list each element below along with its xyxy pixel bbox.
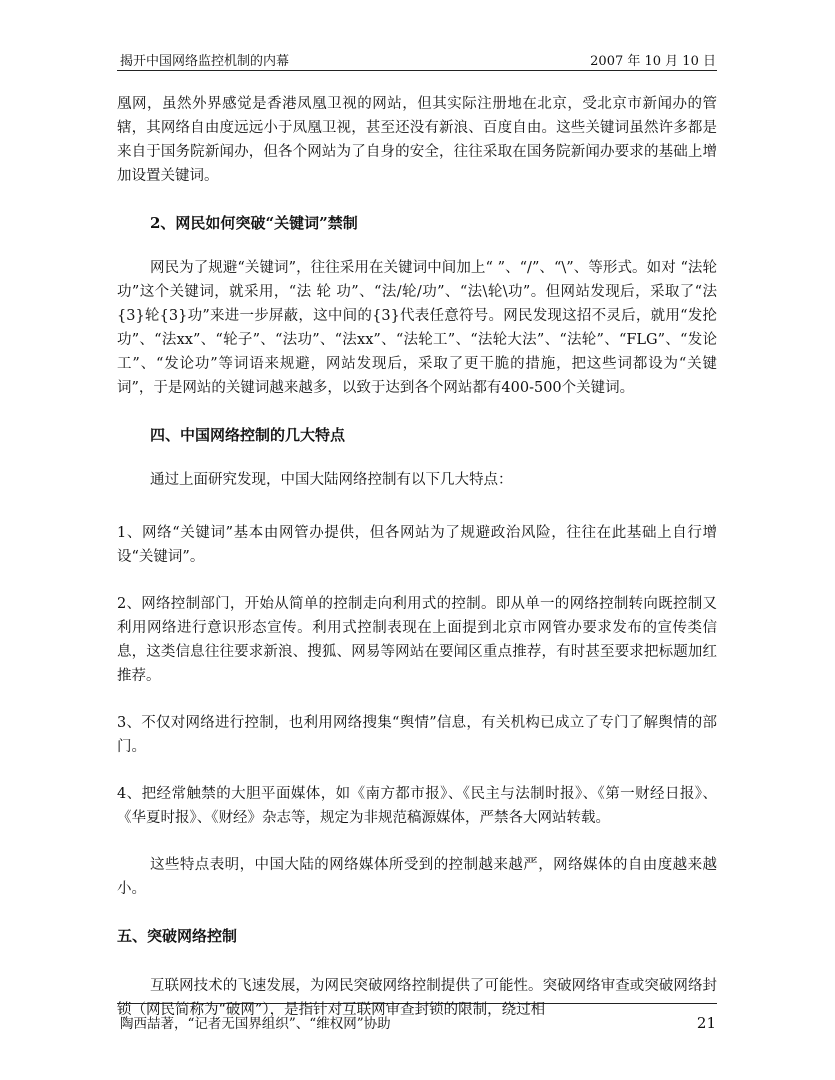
document-date: 2007 年 10 月 10 日 xyxy=(590,54,716,69)
author-credit: 陶西喆著，“记者无国界组织”、“维权网”协助 xyxy=(120,1016,391,1032)
footer-divider xyxy=(117,1003,717,1004)
features-intro-paragraph: 通过上面研究发现，中国大陆网络控制有以下几大特点： xyxy=(150,472,513,488)
keyword-evasion-paragraph: 网民为了规避“关键词”，往往采用在关键词中间加上“ ”、“/”、“\”、等形式。如对 “法轮功”这个关键词，就采用，“法 轮 功”、“法/轮/功”、“法\轮\功”。但网站发现后，采取了“法{3}轮{3}功”来进一步屏蔽，这中间的{3}代表任意符号。网民发现这招不灵后，就用“发抡功”、“法xx”、“轮子”、“法功”、“法xx”、“法轮工”、“法轮大法”、“法轮”、“FLG”、“发论工”、“发论功”等词语来规避，网站发现后，采取了更干脆的措施，把这些词都设为“关键词”，于是网站的关键词越来越多，以致于达到各个网站都有400-500个关键词。 xyxy=(117,260,717,396)
circumvention-paragraph: 互联网技术的飞速发展，为网民突破网络控制提供了可能性。突破网络审查或突破网络封锁（网民简称为“破网”），是指针对互联网审查封锁的限制，绕过相 xyxy=(117,978,717,1018)
features-conclusion-paragraph: 这些特点表明，中国大陆的网络媒体所受到的控制越来越严，网络媒体的自由度越来越小。 xyxy=(117,857,717,897)
page-header xyxy=(120,50,716,69)
document-title: 揭开中国网络监控机制的内幕 xyxy=(120,54,290,69)
page-number: 21 xyxy=(696,1014,716,1032)
feature-point-2: 2、网络控制部门，开始从简单的控制走向利用式的控制。即从单一的网络控制转向既控制又利用网络进行意识形态宣传。利用式控制表现在上面提到北京市网管办要求发布的宣传类信息，这类信息往往要求新浪、搜狐、网易等网站在要闻区重点推荐，有时甚至要求把标题加红推荐。 xyxy=(117,596,717,684)
subsection-heading: 2、网民如何突破“关键词”禁制 xyxy=(150,214,358,232)
section-heading-5: 五、突破网络控制 xyxy=(117,927,238,945)
feature-point-3: 3、不仅对网络进行控制，也利用网络搜集“舆情”信息，有关机构已成立了专门了解舆情的部门。 xyxy=(117,715,717,755)
feature-point-4: 4、把经常触禁的大胆平面媒体，如《南方都市报》、《民主与法制时报》、《第一财经日报》、《华夏时报》、《财经》杂志等，规定为非规范稿源媒体，严禁各大网站转载。 xyxy=(117,786,717,826)
section-heading-4: 四、中国网络控制的几大特点 xyxy=(150,426,346,444)
header-divider xyxy=(117,70,717,71)
page-content xyxy=(117,92,717,1022)
page-footer xyxy=(120,1012,716,1032)
feature-point-1: 1、网络“关键词”基本由网管办提供，但各网站为了规避政治风险，往往在此基础上自行增设“关键词”。 xyxy=(117,525,717,565)
intro-paragraph: 凰网，虽然外界感觉是香港凤凰卫视的网站，但其实际注册地在北京，受北京市新闻办的管辖，其网络自由度远远小于凤凰卫视，甚至还没有新浪、百度自由。这些关键词虽然许多都是来自于国务院新闻办，但各个网站为了自身的安全，往往采取在国务院新闻办要求的基础上增加设置关键词。 xyxy=(117,96,717,184)
